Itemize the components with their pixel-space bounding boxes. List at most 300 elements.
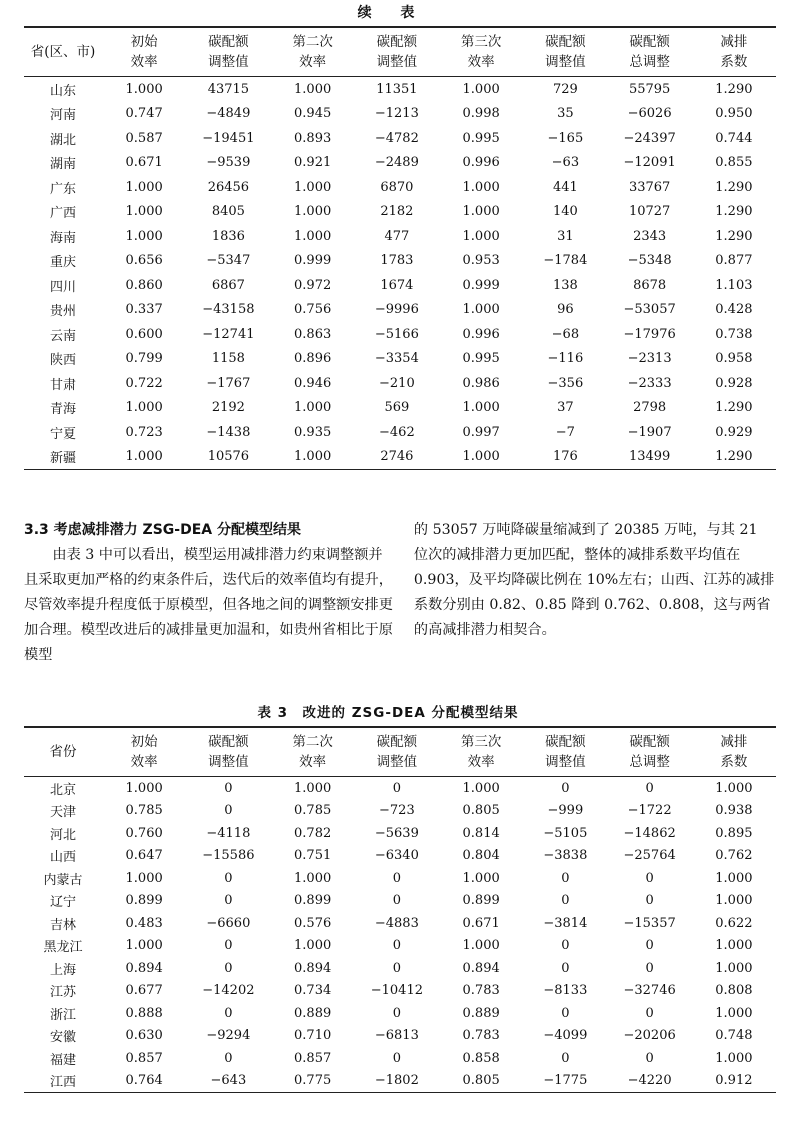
table-cell: 0.995	[462, 351, 500, 367]
column-header: 第二次 效率	[292, 34, 333, 70]
table-cell: 0.894	[462, 960, 500, 976]
table-row	[24, 200, 776, 225]
column-header: 省份	[49, 744, 77, 760]
table-cell: 1.000	[462, 780, 500, 796]
column-header: 初始 效率	[130, 34, 158, 70]
table-cell: 0	[392, 870, 402, 886]
table-cell: 1674	[380, 277, 414, 293]
table-cell: 0	[392, 893, 402, 909]
table-cell: −5105	[543, 825, 588, 841]
table-cell: −723	[379, 803, 415, 819]
table-cell: 0.953	[462, 253, 500, 269]
table-cell: 0.986	[462, 375, 500, 391]
table-cell: 0	[392, 780, 402, 796]
column-header: 碳配额 总调整	[629, 34, 670, 70]
table-cell: 0.855	[715, 155, 753, 171]
table-cell: −43158	[202, 302, 255, 318]
table-cell: −24397	[623, 130, 676, 146]
table-row	[24, 249, 776, 274]
row-label-cell: 江苏	[49, 985, 76, 1001]
text-column-left	[24, 518, 396, 668]
table-cell: −2313	[627, 351, 672, 367]
table-cell: 0.899	[125, 893, 163, 909]
table-cell: 0.483	[125, 915, 163, 931]
row-label-cell: 甘肃	[49, 377, 76, 393]
data-table	[24, 726, 776, 1093]
table-cell: 1158	[211, 351, 245, 367]
table-cell: 0	[224, 1050, 233, 1066]
table-cell: 0.895	[715, 825, 753, 841]
table-cell: 0.858	[462, 1050, 500, 1066]
table-cell: 0.785	[294, 803, 332, 819]
table-cell: 31	[557, 228, 574, 244]
table-cell: 0	[561, 780, 570, 796]
table-cell: 569	[384, 400, 410, 416]
table-cell: 13499	[628, 449, 671, 465]
table-cell: 2798	[633, 400, 667, 416]
table-cell: 1.000	[462, 870, 500, 886]
table-cell: 0.764	[125, 1073, 163, 1089]
table-cell: 0.999	[462, 277, 500, 293]
table-cell: 2746	[380, 449, 414, 465]
column-header: 碳配额 总调整	[629, 734, 670, 770]
table-cell: −1784	[543, 253, 588, 269]
table-cell: 0.785	[125, 803, 163, 819]
table-cell: 0.972	[294, 277, 332, 293]
table-cell: 0.656	[125, 253, 163, 269]
table-cell: 0.805	[462, 1073, 500, 1089]
table-cell: 0.805	[462, 803, 500, 819]
table-cell: −6813	[374, 1028, 419, 1044]
table-cell: −4220	[627, 1073, 672, 1089]
table-cell: 2192	[211, 400, 245, 416]
column-header: 碳配额 调整值	[208, 734, 249, 770]
table-cell: 0	[645, 893, 654, 909]
table-cell: 1.000	[125, 81, 163, 97]
table-cell: 0.622	[715, 915, 753, 931]
table-cell: −63	[551, 155, 580, 171]
table-cell: 0.723	[125, 424, 163, 440]
table-cell: −4849	[206, 106, 251, 122]
table-cell: 1.000	[294, 870, 332, 886]
table-cell: 0.894	[125, 960, 163, 976]
table-cell: 1.000	[294, 228, 332, 244]
table-row	[24, 371, 776, 396]
paragraph-left: 由表 3 中可以看出，模型运用减排潜力约束调整额并且采取更加严格的约束条件后，迭代后的效率值均有提升，尽管效率提升程度低于原模型，但各地之间的调整额安排更加合理。模型改进后的减排量更加温和，如贵州省相比于原模型	[24, 547, 393, 663]
table-cell: 0	[392, 1050, 402, 1066]
table-cell: 0.600	[125, 326, 163, 342]
row-label-cell: 浙江	[49, 1007, 76, 1023]
table-cell: −5348	[627, 253, 672, 269]
table-row	[24, 298, 776, 323]
table-cell: 138	[552, 277, 578, 293]
table-cell: 0.756	[294, 302, 332, 318]
table-cell: 0.929	[715, 424, 753, 440]
table-cell: 0.814	[462, 825, 500, 841]
table-cell: 8678	[633, 277, 667, 293]
table-cell: −4782	[374, 130, 419, 146]
table-cell: 0.999	[294, 253, 332, 269]
table-cell: 0.899	[462, 893, 500, 909]
table-cell: −9996	[374, 302, 419, 318]
column-header: 碳配额 调整值	[376, 734, 418, 770]
table-row	[24, 867, 776, 890]
table-cell: −999	[547, 803, 584, 819]
table-cell: −1722	[627, 803, 672, 819]
table-cell: 1836	[211, 228, 245, 244]
table-cell: 0.888	[125, 1005, 163, 1021]
column-header: 第二次 效率	[292, 734, 333, 770]
table-cell: 1.000	[462, 400, 500, 416]
column-header: 第三次 效率	[460, 734, 502, 770]
table-cell: 0.576	[294, 915, 332, 931]
table-cell: 10727	[628, 204, 671, 220]
table-row	[24, 1070, 776, 1093]
table-cell: 0.928	[715, 375, 753, 391]
table-cell: −1802	[374, 1073, 419, 1089]
table-cell: 6870	[380, 179, 414, 195]
table-cell: 0.744	[715, 130, 753, 146]
table-row	[24, 957, 776, 980]
table-cell: 1.000	[125, 870, 163, 886]
table-cell: 1.000	[462, 228, 500, 244]
table-cell: −53057	[623, 302, 676, 318]
table-cell: 96	[557, 302, 574, 318]
table-cell: 1.000	[125, 204, 163, 220]
row-label-cell: 内蒙古	[43, 872, 83, 888]
table-cell: 477	[384, 228, 410, 244]
table-row	[24, 777, 776, 800]
table-cell: 0.996	[462, 155, 500, 171]
table-cell: −25764	[623, 848, 676, 864]
data-table	[24, 26, 776, 470]
row-label-cell: 新疆	[49, 451, 76, 467]
table-cell: 8405	[211, 204, 245, 220]
table-cell: 0	[224, 803, 233, 819]
row-label-cell: 辽宁	[49, 895, 76, 911]
table-cell: 1.000	[715, 1050, 753, 1066]
table-cell: −4118	[206, 825, 251, 841]
table-cell: 0.857	[125, 1050, 163, 1066]
table-cell: 0.783	[462, 1028, 500, 1044]
table-cell: 0.671	[125, 155, 163, 171]
table-cell: 1.000	[294, 449, 332, 465]
table-cell: −5166	[374, 326, 419, 342]
row-label-cell: 青海	[49, 402, 76, 418]
table-cell: 10576	[207, 449, 250, 465]
table-cell: −1213	[374, 106, 419, 122]
table-cell: 0.946	[294, 375, 332, 391]
row-label-cell: 广东	[49, 181, 76, 197]
table-cell: 0.428	[715, 302, 753, 318]
table-cell: 0	[645, 870, 654, 886]
table-cell: 0.783	[462, 983, 500, 999]
table-body	[24, 77, 776, 470]
table-cell: −210	[379, 375, 415, 391]
table-cell: −643	[210, 1073, 247, 1089]
table-body	[24, 777, 776, 1093]
table-row	[24, 912, 776, 935]
table-cell: −1438	[206, 424, 251, 440]
table-row	[24, 420, 776, 445]
table-cell: 0.775	[294, 1073, 332, 1089]
table-cell: 0.921	[294, 155, 332, 171]
table-cell: 0	[561, 938, 570, 954]
row-label-cell: 河北	[49, 827, 76, 843]
table-row	[24, 1047, 776, 1070]
table-cell: 0.894	[294, 960, 332, 976]
table-row	[24, 935, 776, 958]
table-cell: 0.762	[715, 848, 753, 864]
table-row	[24, 800, 776, 823]
table-cell: 0	[645, 780, 654, 796]
table-cell: −2489	[374, 155, 419, 171]
table-cell: 0	[645, 1005, 654, 1021]
table-row	[24, 273, 776, 298]
table-cell: 0.747	[125, 106, 163, 122]
table-header-row	[24, 27, 776, 77]
table-cell: 0	[561, 960, 570, 976]
table-cell: 0	[561, 1050, 570, 1066]
table-cell: 0.647	[125, 848, 163, 864]
table-cell: −4883	[374, 915, 419, 931]
table-cell: 1.000	[715, 1005, 753, 1021]
row-label-cell: 黑龙江	[43, 940, 83, 956]
table-cell: 0.677	[125, 983, 163, 999]
table-cell: 0.889	[294, 1005, 332, 1021]
table-cell: 33767	[628, 179, 671, 195]
table-row	[24, 980, 776, 1003]
table-row	[24, 1025, 776, 1048]
table-cell: 1.000	[715, 893, 753, 909]
table-cell: −14862	[623, 825, 676, 841]
table-cell: 0.996	[462, 326, 500, 342]
table-cell: 0.860	[125, 277, 163, 293]
table-cell: 1.000	[462, 204, 500, 220]
table-cell: 0.587	[125, 130, 163, 146]
table-cell: −19451	[202, 130, 255, 146]
table-row	[24, 77, 776, 102]
row-label-cell: 上海	[49, 962, 76, 978]
table-cell: 1.000	[125, 179, 163, 195]
table-cell: −15586	[202, 848, 255, 864]
table-cell: 0.760	[125, 825, 163, 841]
table-cell: 1.290	[715, 179, 753, 195]
table-cell: 0	[224, 1005, 233, 1021]
table-row	[24, 347, 776, 372]
table-cell: 0	[224, 870, 233, 886]
table-cell: −8133	[543, 983, 588, 999]
table-cell: 1.290	[715, 81, 753, 97]
table-cell: −5639	[374, 825, 419, 841]
row-label-cell: 四川	[49, 279, 76, 295]
table-cell: −6026	[627, 106, 672, 122]
row-label-cell: 山西	[49, 850, 76, 866]
table-cell: −462	[379, 424, 415, 440]
table-cell: 11351	[376, 81, 418, 97]
table-cell: 0.630	[125, 1028, 163, 1044]
table-row	[24, 151, 776, 176]
table-cell: 176	[552, 449, 578, 465]
column-header: 省(区、市)	[30, 44, 96, 60]
table-cell: 1.000	[715, 780, 753, 796]
table-caption: 表 3 改进的 ZSG-DEA 分配模型结果	[257, 705, 519, 721]
table-cell: 0	[224, 893, 233, 909]
table-cell: 0.751	[294, 848, 332, 864]
table-cell: 0.748	[715, 1028, 753, 1044]
table-row	[24, 224, 776, 249]
table-cell: 0.893	[294, 130, 332, 146]
table-cell: 55795	[628, 81, 671, 97]
paragraph-right: 的 53057 万吨降碳量缩减到了 20385 万吨，与其 21 位次的减排潜力更加匹配，整体的减排系数平均值在 0.903，及平均降碳比例在 10%左右；山西、江苏的减排系数分别由 0.82、0.85 降到 0.762、0.808，这与两省的高减排潜力相契合。	[413, 522, 775, 638]
table-cell: 0.998	[462, 106, 500, 122]
column-header: 减排 系数	[720, 34, 748, 70]
table-cell: −15357	[623, 915, 676, 931]
table-row	[24, 102, 776, 127]
row-label-cell: 贵州	[49, 304, 76, 320]
table-cell: 0.935	[294, 424, 332, 440]
table-cell: 1.290	[715, 400, 753, 416]
table-row	[24, 175, 776, 200]
table-cell: 1.103	[715, 277, 753, 293]
table-cell: 1.000	[462, 179, 500, 195]
table-cell: 0.671	[462, 915, 500, 931]
table-cell: −6660	[206, 915, 251, 931]
table-cell: −116	[547, 351, 584, 367]
table-cell: 0.912	[715, 1073, 753, 1089]
table-row	[24, 890, 776, 913]
table-cell: 1.000	[715, 938, 753, 954]
table-cell: −12741	[202, 326, 255, 342]
row-label-cell: 山东	[49, 83, 76, 99]
table-cell: 0.950	[715, 106, 753, 122]
table-cell: 0.799	[125, 351, 163, 367]
table-cell: 1.000	[294, 81, 332, 97]
table-cell: −1775	[543, 1073, 588, 1089]
text-column-right	[414, 518, 776, 668]
table-cell: 0	[392, 1005, 402, 1021]
table-cell: −6340	[374, 848, 419, 864]
table-cell: −20206	[623, 1028, 676, 1044]
table-cell: −17976	[623, 326, 676, 342]
table-cell: 0.896	[294, 351, 332, 367]
table-cell: 1.290	[715, 228, 753, 244]
row-label-cell: 福建	[49, 1052, 76, 1068]
table-cell: 0	[224, 780, 233, 796]
table-cell: 0	[392, 938, 402, 954]
table-cell: 140	[552, 204, 578, 220]
table-cell: −5347	[206, 253, 251, 269]
table-cell: 0	[645, 960, 654, 976]
table-row	[24, 126, 776, 151]
table-cell: 1.000	[294, 179, 332, 195]
table-row	[24, 845, 776, 868]
column-header: 减排 系数	[720, 734, 748, 770]
table-cell: 1.000	[294, 400, 332, 416]
table-cell: 1783	[380, 253, 414, 269]
column-header: 碳配额 调整值	[376, 34, 418, 70]
table-cell: 0	[392, 960, 402, 976]
table-cell: 1.000	[125, 400, 163, 416]
table-cell: 1.000	[125, 449, 163, 465]
table-cell: 2343	[633, 228, 667, 244]
table-cell: −165	[547, 130, 584, 146]
column-header: 碳配额 调整值	[208, 34, 249, 70]
table-cell: 0.808	[715, 983, 753, 999]
table-cell: 0	[224, 960, 233, 976]
table-cell: 0.782	[294, 825, 332, 841]
table-cell: −1907	[627, 424, 672, 440]
table-cell: 1.000	[462, 81, 500, 97]
table-cell: 0.722	[125, 375, 163, 391]
table-cell: 0.877	[715, 253, 753, 269]
table-cell: −32746	[623, 983, 676, 999]
row-label-cell: 重庆	[49, 255, 76, 271]
table-cell: 1.000	[294, 780, 332, 796]
table-cell: 2182	[380, 204, 414, 220]
table-cell: 0.997	[462, 424, 500, 440]
table-cell: 37	[557, 400, 574, 416]
table-cell: 0.337	[125, 302, 163, 318]
row-label-cell: 海南	[49, 230, 76, 246]
table-cell: 1.290	[715, 204, 753, 220]
table-cell: 35	[557, 106, 574, 122]
table-cell: 441	[552, 179, 578, 195]
table-cell: 0.938	[715, 803, 753, 819]
table-row	[24, 322, 776, 347]
row-label-cell: 北京	[49, 782, 76, 798]
table-cell: −68	[551, 326, 580, 342]
column-header: 初始 效率	[130, 734, 158, 770]
table-cell: 0.899	[294, 893, 332, 909]
table-cell: 0.995	[462, 130, 500, 146]
table-cell: 0.734	[294, 983, 332, 999]
table-cell: 0	[224, 938, 233, 954]
table-cell: 0	[645, 938, 654, 954]
table-row	[24, 822, 776, 845]
table-cell: 0.958	[715, 351, 753, 367]
table-cell: 0.889	[462, 1005, 500, 1021]
table-cell: 43715	[207, 81, 250, 97]
row-label-cell: 安徽	[49, 1030, 76, 1046]
table-cell: 1.000	[294, 938, 332, 954]
row-label-cell: 河南	[49, 108, 76, 124]
table-cell: 0.710	[294, 1028, 332, 1044]
table-cell: 1.000	[715, 960, 753, 976]
table-cell: −12091	[623, 155, 676, 171]
table-cell: −356	[547, 375, 584, 391]
table-cell: 0.863	[294, 326, 332, 342]
table-cell: −4099	[543, 1028, 588, 1044]
table-cell: 1.000	[715, 870, 753, 886]
column-header: 第三次 效率	[460, 34, 502, 70]
table-cell: 1.000	[462, 449, 500, 465]
table-cell: −9539	[206, 155, 251, 171]
table-cell: −3814	[543, 915, 588, 931]
table-cell: 1.000	[125, 938, 163, 954]
row-label-cell: 广西	[49, 206, 76, 222]
row-label-cell: 宁夏	[49, 426, 76, 442]
table-row	[24, 396, 776, 421]
row-label-cell: 天津	[49, 805, 76, 821]
column-header: 碳配额 调整值	[545, 734, 586, 770]
table-cell: 1.000	[462, 938, 500, 954]
row-label-cell: 吉林	[49, 917, 76, 933]
table-cell: −10412	[370, 983, 423, 999]
table-cell: 0	[561, 893, 570, 909]
table-cell: 0	[645, 1050, 654, 1066]
section-3-3	[24, 518, 776, 668]
